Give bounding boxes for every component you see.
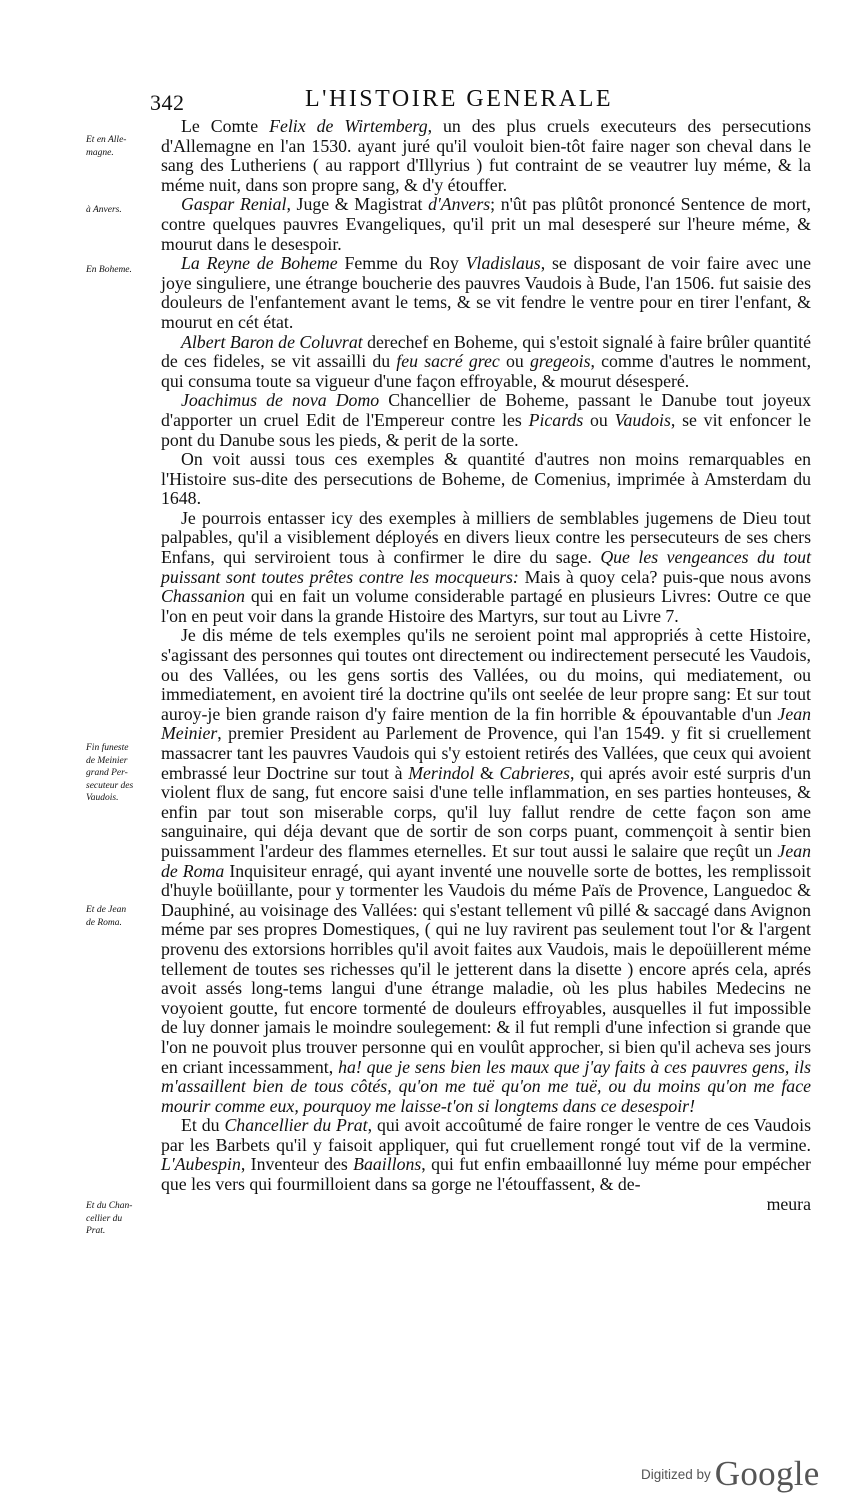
italic-run: Gaspar Renial xyxy=(181,194,287,215)
italic-run: d'Anvers xyxy=(428,194,491,215)
text-run: Je dis méme de tels exemples qu'ils ne seroient point mal appropriés à cette Histoire, s'agissant des personnes qui toutes ont directement ou indirectement persecuté les Vaudois, ou des Vallées, ou les gens sortis des Vallées, ou du moins, qui mediatement, ou immediatement, en avoient tiré la doctrine qu'ils ont seelée de leur propre sang: Et sur tout auroy-je bien grande raison d'y faire mention de la fin horrible & épouvantable d'un xyxy=(161,625,811,724)
italic-run: L'Aubespin xyxy=(161,1154,241,1175)
text-run: qui en fait un volume considerable partagé en plusieurs Livres: Outre ce que l'on en peut voir dans la grande Histoire des Martyrs, sur tout au Livre 7. xyxy=(161,586,811,626)
paragraph xyxy=(161,117,811,195)
margin-note-allemagne: Et en Alle- magne. xyxy=(86,135,127,158)
paragraph xyxy=(161,391,811,450)
text-run: , Inventeur des xyxy=(240,1154,354,1175)
paragraph xyxy=(161,509,811,627)
text-run: Femme du Roy xyxy=(337,253,466,274)
text-run: , comme d'autres le nomment, qui consuma toute sa vigueur d'une façon effroyable, & mourut désesperé. xyxy=(161,351,812,391)
margin-note-anvers: à Anvers. xyxy=(86,205,122,215)
margin-note-boheme: En Boheme. xyxy=(86,265,132,275)
page-number: 342 xyxy=(150,90,185,115)
text-run: , qui aprés avoir esté surpris d'un violent flux de sang, fut encore saisi d'une telle inflammation, en ses parties honteuses, & enfin par tout son miserable corps, qu'il luy fallut rendre de cette façon son ame sanguinaire, qui déja devant que de sortir de son corps puant, commençoit à sentir bien puissamment l'ardeur des flammes eternelles. Et sur tout aussi le salaire que reçût un xyxy=(161,762,811,861)
italic-run: Cabrieres xyxy=(499,762,570,783)
text-run: Le Comte xyxy=(181,116,270,136)
text-run: , se vit enfoncer le pont du Danube sous les pieds, & perit de la sorte. xyxy=(161,409,811,450)
page-header xyxy=(150,86,670,120)
catchword: meura xyxy=(766,1193,811,1214)
margin-note-meinier: Fin funeste de Meinier grand Per- secuteur des Vaudois. xyxy=(86,743,134,803)
italic-run: ha! que je sens bien les maux que j'ay faits à ces pauvres gens, ils m'assaillent bien de tous côtés, qu'on me tuë qu'on me tuë, ou du moins qu'on me face mourir comme eux, pourquoy me laisse-t'on si longtems dans ce desespoir! xyxy=(161,1056,811,1116)
text-run: Et du xyxy=(181,1115,225,1136)
italic-run: Albert Baron de Coluvrat xyxy=(181,331,363,352)
italic-run: Joachimus de nova Domo xyxy=(181,390,380,411)
italic-run: Vladislaus xyxy=(465,253,541,274)
text-run: derechef en Boheme, qui s'estoit signalé à faire brûler quantité de ces fideles, se vit assailli du xyxy=(161,331,811,372)
italic-run: La Reyne de Boheme xyxy=(181,253,338,274)
text-run: , Juge & Magistrat xyxy=(286,194,429,215)
italic-run: gregeois xyxy=(529,351,591,372)
text-run: Chancellier de Boheme, passant le Danube tout joyeux d'apporter un cruel Edit de l'Empereur contre les xyxy=(161,390,812,430)
text-run: Je pourrois entasser icy des exemples à milliers de semblables jugemens de Dieu tout palpables, qu'il a visiblement déployés en divers lieux contre les persecuteurs de ses chers Enfans, qui serviroient tous à confirmer le dire du sage. xyxy=(161,507,811,568)
digitized-by-label: Digitized by xyxy=(641,1467,711,1482)
italic-run: Merindol xyxy=(408,762,475,783)
text-run: ou xyxy=(499,351,530,372)
text-run: , se disposant de voir faire avec une joye singuliere, une étrange boucherie des pauvres Vaudois à Bude, l'an 1506. fut saisie des douleurs de l'enfantement avant le tems, & se vit fendre le ventre pour en tirer l'enfant, & mourut en cét état. xyxy=(161,253,811,332)
text-run: , un des plus cruels executeurs des persecutions d'Allemagne en l'an 1530. ayant juré qu'il vouloit bien-tôt faire nager son cheval dans le sang des Lutheriens ( au rapport d'Illyrius ) fut contraint de se veautrer luy méme, & la méme nuit, dans son propre sang, & d'y étouffer. xyxy=(161,116,811,195)
margin-note-jean-de-roma: Et de Jean de Roma. xyxy=(86,905,127,928)
text-run: & xyxy=(474,762,500,783)
paragraph xyxy=(161,626,811,1116)
italic-run: Jean Meinier xyxy=(161,703,811,744)
google-watermark xyxy=(641,1454,841,1504)
margin-note-chancellier-du-prat: Et du Chan- cellier du Prat. xyxy=(86,1201,133,1236)
text-run: Mais à quoy cela? puis-que nous avons xyxy=(518,566,811,587)
body-text xyxy=(161,117,811,1214)
italic-run: Chancellier du Prat xyxy=(224,1115,368,1136)
italic-run: Jean de Roma xyxy=(161,840,811,881)
paragraph xyxy=(161,1116,811,1194)
paragraph xyxy=(161,450,811,509)
italic-run: feu sacré grec xyxy=(396,351,500,372)
italic-run: Vaudois xyxy=(614,409,671,430)
text-run: On voit aussi tous ces exemples & quantité d'autres non moins remarquables en l'Histoire sus-dite des persecutions de Boheme, de Comenius, imprimée à Amsterdam du 1648. xyxy=(161,449,811,509)
text-run: ou xyxy=(583,409,615,430)
running-title: L'HISTOIRE GENERALE xyxy=(305,86,614,112)
italic-run: Baaillons xyxy=(353,1154,422,1175)
italic-run: Picards xyxy=(528,409,584,430)
text-run: , qui fut enfin embaaillonné luy méme pour empécher que les vers qui fourmilloient dans sa gorge ne l'étouffassent, & de- xyxy=(161,1154,811,1195)
text-run: ; n'ût pas plûtôt prononcé Sentence de mort, contre quelques pauvres Evangeliques, qu'il prit un mal desesperé sur l'heure méme, & mourut dans le desespoir. xyxy=(161,194,811,254)
google-logo-text: Google xyxy=(714,1454,820,1493)
italic-run: Felix de Wirtemberg xyxy=(269,116,428,136)
italic-run: Chassanion xyxy=(161,586,245,607)
text-run: Inquisiteur enragé, qui ayant inventé une nouvelle sorte de bottes, les remplissoit d'huyle boüillante, pour y tormenter les Vaudois du méme Païs de Provence, Languedoc & Dauphiné, au voisinage des Vallées: qui s'estant tellement vû pillé & saccagé dans Avignon méme par ses propres Domestiques, ( qui ne luy ravirent pas seulement tout l'or & l'argent provenu des extorsions horribles qu'il avoit faites aux Vaudois, mais le depoüillerent méme tellement de toutes ses richesses qu'il le jetterent dans la disette ) encore aprés cela, aprés avoit assés long-tems langui d'une étrange maladie, où les plus habiles Medecins ne voyoient goutte, fut encore tormenté de douleurs effroyables, ausquelles il fut impossible de luy donner jamais le moindre soulegement: & il fut rempli d'une infection si grande que l'on ne pouvoit plus trouver personne qui en voulût approcher, si bien qu'il acheva ses jours en criant incessamment, xyxy=(161,860,811,1077)
paragraph xyxy=(161,254,811,332)
paragraph xyxy=(161,195,811,254)
italic-run: Que les vengeances du tout puissant sont toutes prêtes contre les mocqueurs: xyxy=(161,547,812,587)
paragraph xyxy=(161,333,811,392)
text-run: , qui avoit accoûtumé de faire ronger le ventre de ces Vaudois par les Barbets qu'il y faisoit appliquer, qui fut cruellement rongé tout vif de la vermine. xyxy=(161,1115,812,1155)
text-run: , premier President au Parlement de Provence, qui l'an 1549. y fit si cruellement massacrer tant les pauvres Vaudois qui s'y estoient retirés des Vallées, que ceux qui avoient embrassé leur Doctrine sur tout à xyxy=(161,723,811,783)
